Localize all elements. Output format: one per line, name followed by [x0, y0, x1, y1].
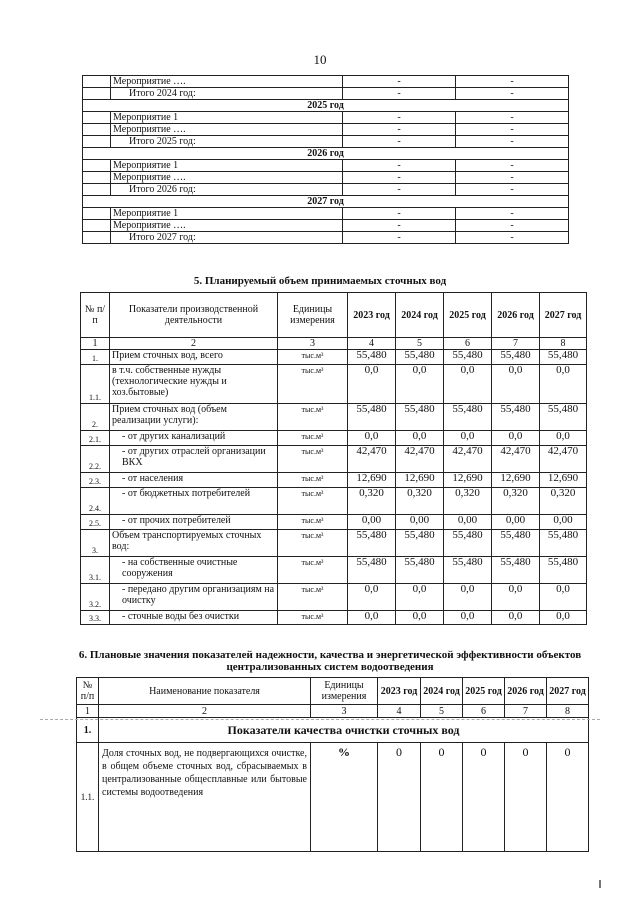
- table-row: [81, 365, 587, 404]
- wastewater-volume-table: [80, 292, 587, 625]
- row-value: 0: [463, 743, 505, 852]
- column-numbers-row: [81, 338, 587, 350]
- section-num: 1.: [77, 718, 99, 743]
- header-num: № п/п: [77, 678, 99, 705]
- header-year: 2027 год: [540, 293, 587, 338]
- table-row: [81, 515, 587, 530]
- row-value: 55,480: [444, 557, 492, 584]
- row-value: 42,470: [444, 446, 492, 473]
- row-value: 0,0: [492, 431, 540, 446]
- activity-row: [83, 76, 569, 88]
- row-number: 3.3.: [81, 611, 110, 625]
- table-row: [81, 584, 587, 611]
- reliability-indicators-table: [76, 677, 589, 852]
- col-number: 6: [444, 338, 492, 350]
- row-blank: [83, 136, 111, 148]
- row-value: 0,00: [396, 515, 444, 530]
- total-row: [83, 136, 569, 148]
- row-value: -: [456, 136, 569, 148]
- row-blank: [83, 208, 111, 220]
- row-value: -: [456, 232, 569, 244]
- row-label: - от других канализаций: [110, 431, 278, 446]
- row-value: -: [343, 232, 456, 244]
- row-value: 12,690: [540, 473, 587, 488]
- table-row: [81, 404, 587, 431]
- row-value: 0,0: [396, 584, 444, 611]
- row-value: 55,480: [492, 530, 540, 557]
- row-value: 55,480: [540, 557, 587, 584]
- col-number: 8: [540, 338, 587, 350]
- row-label: - сточные воды без очистки: [110, 611, 278, 625]
- row-value: -: [456, 76, 569, 88]
- scan-mark: [599, 880, 601, 888]
- table-header-row: [81, 293, 587, 338]
- row-value: 0,320: [540, 488, 587, 515]
- row-number: 2.2.: [81, 446, 110, 473]
- col-number: 1: [81, 338, 110, 350]
- row-label: Прием сточных вод (объем реализации услуги):: [110, 404, 278, 431]
- row-value: 0: [547, 743, 589, 852]
- row-value: 55,480: [396, 404, 444, 431]
- row-value: 55,480: [348, 530, 396, 557]
- row-number: 2.4.: [81, 488, 110, 515]
- row-value: 55,480: [540, 350, 587, 365]
- row-label: - передано другим организациям на очистку: [110, 584, 278, 611]
- row-number: 2.: [81, 404, 110, 431]
- row-label: в т.ч. собственные нужды (технологические нужды и хоз.бытовые): [110, 365, 278, 404]
- total-row: [83, 232, 569, 244]
- header-year: 2023 год: [348, 293, 396, 338]
- row-value: 0,00: [540, 515, 587, 530]
- col-number: 6: [463, 705, 505, 718]
- row-number: 2.1.: [81, 431, 110, 446]
- row-unit: тыс.м³: [278, 557, 348, 584]
- col-number: 4: [378, 705, 421, 718]
- row-value: 0,0: [444, 365, 492, 404]
- col-number: 4: [348, 338, 396, 350]
- row-value: 0,0: [444, 611, 492, 625]
- row-value: 12,690: [396, 473, 444, 488]
- row-unit: тыс.м³: [278, 446, 348, 473]
- row-number: 3.2.: [81, 584, 110, 611]
- row-value: 0,00: [492, 515, 540, 530]
- row-value: 55,480: [396, 530, 444, 557]
- header-num: № п/п: [81, 293, 110, 338]
- row-label: Мероприятие 1: [111, 208, 343, 220]
- table-row: [81, 557, 587, 584]
- row-value: 0,320: [444, 488, 492, 515]
- header-indicator: Показатели производственной деятельности: [110, 293, 278, 338]
- row-value: 55,480: [444, 350, 492, 365]
- row-unit: тыс.м³: [278, 584, 348, 611]
- row-value: -: [343, 160, 456, 172]
- row-unit: %: [311, 743, 378, 852]
- header-unit: Единицы измерения: [311, 678, 378, 705]
- row-value: -: [343, 112, 456, 124]
- activity-row: [83, 208, 569, 220]
- row-blank: [83, 172, 111, 184]
- row-value: 55,480: [540, 404, 587, 431]
- page-number: 10: [313, 52, 327, 67]
- row-label: Прием сточных вод, всего: [110, 350, 278, 365]
- row-unit: тыс.м³: [278, 365, 348, 404]
- header-year: 2026 год: [505, 678, 547, 705]
- row-value: -: [343, 76, 456, 88]
- row-label: - от бюджетных потребителей: [110, 488, 278, 515]
- row-blank: [83, 112, 111, 124]
- section5-title: 5. Планируемый объем принимаемых сточных вод: [193, 275, 447, 287]
- row-blank: [83, 160, 111, 172]
- col-number: 2: [99, 705, 311, 718]
- header-year: 2026 год: [492, 293, 540, 338]
- row-value: -: [343, 172, 456, 184]
- row-value: -: [456, 160, 569, 172]
- total-row: [83, 88, 569, 100]
- row-value: 0: [378, 743, 421, 852]
- row-label: - от других отраслей организации ВКХ: [110, 446, 278, 473]
- row-label: Итого 2025 год:: [111, 136, 343, 148]
- row-value: 55,480: [348, 350, 396, 365]
- row-value: 55,480: [540, 530, 587, 557]
- row-value: 55,480: [348, 557, 396, 584]
- header-year: 2024 год: [421, 678, 463, 705]
- table-row: [81, 446, 587, 473]
- header-unit: Единицы измерения: [278, 293, 348, 338]
- row-label: Итого 2026 год:: [111, 184, 343, 196]
- table-row: [81, 488, 587, 515]
- row-unit: тыс.м³: [278, 488, 348, 515]
- row-value: 0,0: [348, 365, 396, 404]
- row-value: 0,320: [492, 488, 540, 515]
- row-number: 1.: [81, 350, 110, 365]
- row-value: 0: [505, 743, 547, 852]
- col-number: 8: [547, 705, 589, 718]
- row-label: Мероприятие ….: [111, 124, 343, 136]
- row-value: 0,0: [444, 431, 492, 446]
- row-label: Итого 2027 год:: [111, 232, 343, 244]
- row-label: - от населения: [110, 473, 278, 488]
- year-label: 2025 год: [83, 100, 569, 112]
- row-value: 12,690: [444, 473, 492, 488]
- row-value: 0,0: [492, 365, 540, 404]
- row-value: 0,320: [348, 488, 396, 515]
- activity-row: [83, 172, 569, 184]
- row-blank: [83, 220, 111, 232]
- section-row: [77, 718, 589, 743]
- row-label: Мероприятие 1: [111, 160, 343, 172]
- row-value: 55,480: [348, 404, 396, 431]
- row-value: 0,0: [396, 365, 444, 404]
- row-number: 1.1.: [77, 743, 99, 852]
- row-value: 0,0: [540, 431, 587, 446]
- row-label: Итого 2024 год:: [111, 88, 343, 100]
- activities-table: [82, 75, 569, 244]
- row-value: 0,0: [348, 431, 396, 446]
- row-value: -: [456, 172, 569, 184]
- year-label: 2026 год: [83, 148, 569, 160]
- row-value: 55,480: [444, 404, 492, 431]
- row-value: -: [343, 88, 456, 100]
- scan-dashed-line: [40, 719, 600, 720]
- column-numbers-row: [77, 705, 589, 718]
- row-value: 0,00: [444, 515, 492, 530]
- row-value: -: [343, 208, 456, 220]
- table-header-row: [77, 678, 589, 705]
- activity-row: [83, 124, 569, 136]
- row-value: 55,480: [492, 404, 540, 431]
- table-row: [81, 611, 587, 625]
- row-value: 55,480: [396, 557, 444, 584]
- row-value: 12,690: [492, 473, 540, 488]
- row-unit: тыс.м³: [278, 431, 348, 446]
- table-row: [77, 743, 589, 852]
- row-value: 42,470: [492, 446, 540, 473]
- row-value: 0,0: [348, 584, 396, 611]
- row-value: 0,00: [348, 515, 396, 530]
- row-value: 0,0: [492, 611, 540, 625]
- table-row: [81, 350, 587, 365]
- header-year: 2027 год: [547, 678, 589, 705]
- row-value: -: [343, 184, 456, 196]
- row-unit: тыс.м³: [278, 611, 348, 625]
- col-number: 5: [396, 338, 444, 350]
- row-label: - от прочих потребителей: [110, 515, 278, 530]
- row-value: -: [456, 220, 569, 232]
- row-blank: [83, 232, 111, 244]
- year-row: [83, 148, 569, 160]
- row-value: 0,0: [396, 611, 444, 625]
- header-year: 2025 год: [444, 293, 492, 338]
- col-number: 5: [421, 705, 463, 718]
- row-value: -: [343, 136, 456, 148]
- row-blank: [83, 184, 111, 196]
- row-label: Мероприятие ….: [111, 220, 343, 232]
- table-row: [81, 431, 587, 446]
- header-indicator: Наименование показателя: [99, 678, 311, 705]
- row-value: -: [456, 184, 569, 196]
- row-value: -: [456, 88, 569, 100]
- row-value: 0,0: [492, 584, 540, 611]
- row-number: 3.1.: [81, 557, 110, 584]
- row-value: 0,0: [348, 611, 396, 625]
- row-label: Мероприятие 1: [111, 112, 343, 124]
- row-value: 0,0: [444, 584, 492, 611]
- row-value: 0,0: [540, 365, 587, 404]
- row-value: 55,480: [444, 530, 492, 557]
- header-year: 2025 год: [463, 678, 505, 705]
- row-blank: [83, 88, 111, 100]
- row-unit: тыс.м³: [278, 473, 348, 488]
- year-label: 2027 год: [83, 196, 569, 208]
- activity-row: [83, 112, 569, 124]
- row-unit: тыс.м³: [278, 515, 348, 530]
- row-value: 0,0: [540, 584, 587, 611]
- row-number: 1.1.: [81, 365, 110, 404]
- row-value: 55,480: [492, 350, 540, 365]
- row-value: 0,320: [396, 488, 444, 515]
- row-value: -: [456, 208, 569, 220]
- section6-title: 6. Плановые значения показателей надежности, качества и энергетической эффективности объектов централизованных систем водоотведения: [78, 649, 582, 673]
- row-unit: тыс.м³: [278, 530, 348, 557]
- row-number: 2.5.: [81, 515, 110, 530]
- total-row: [83, 184, 569, 196]
- year-row: [83, 100, 569, 112]
- row-value: 42,470: [396, 446, 444, 473]
- row-value: 55,480: [396, 350, 444, 365]
- row-blank: [83, 76, 111, 88]
- col-number: 7: [505, 705, 547, 718]
- row-value: 12,690: [348, 473, 396, 488]
- col-number: 7: [492, 338, 540, 350]
- table-row: [81, 530, 587, 557]
- row-value: -: [456, 124, 569, 136]
- row-label: Мероприятие ….: [111, 172, 343, 184]
- row-value: 42,470: [348, 446, 396, 473]
- col-number: 1: [77, 705, 99, 718]
- table-row: [81, 473, 587, 488]
- row-number: 3.: [81, 530, 110, 557]
- row-value: 42,470: [540, 446, 587, 473]
- section-title: Показатели качества очистки сточных вод: [99, 718, 589, 743]
- row-label: Мероприятие ….: [111, 76, 343, 88]
- row-label: Объем транспортируемых сточных вод:: [110, 530, 278, 557]
- activity-row: [83, 220, 569, 232]
- row-unit: тыс.м³: [278, 404, 348, 431]
- row-value: -: [343, 124, 456, 136]
- row-blank: [83, 124, 111, 136]
- header-year: 2024 год: [396, 293, 444, 338]
- header-year: 2023 год: [378, 678, 421, 705]
- row-value: 0: [421, 743, 463, 852]
- row-label: - на собственные очистные сооружения: [110, 557, 278, 584]
- col-number: 3: [311, 705, 378, 718]
- row-value: 55,480: [492, 557, 540, 584]
- col-number: 3: [278, 338, 348, 350]
- row-number: 2.3.: [81, 473, 110, 488]
- row-value: -: [456, 112, 569, 124]
- row-value: 0,0: [396, 431, 444, 446]
- row-value: 0,0: [540, 611, 587, 625]
- col-number: 2: [110, 338, 278, 350]
- row-unit: тыс.м³: [278, 350, 348, 365]
- activity-row: [83, 160, 569, 172]
- year-row: [83, 196, 569, 208]
- row-value: -: [343, 220, 456, 232]
- row-label: Доля сточных вод, не подвергающихся очистке, в общем объеме сточных вод, сбрасываемых в централизованные общесплавные или бытовые системы водоотведения: [99, 743, 311, 852]
